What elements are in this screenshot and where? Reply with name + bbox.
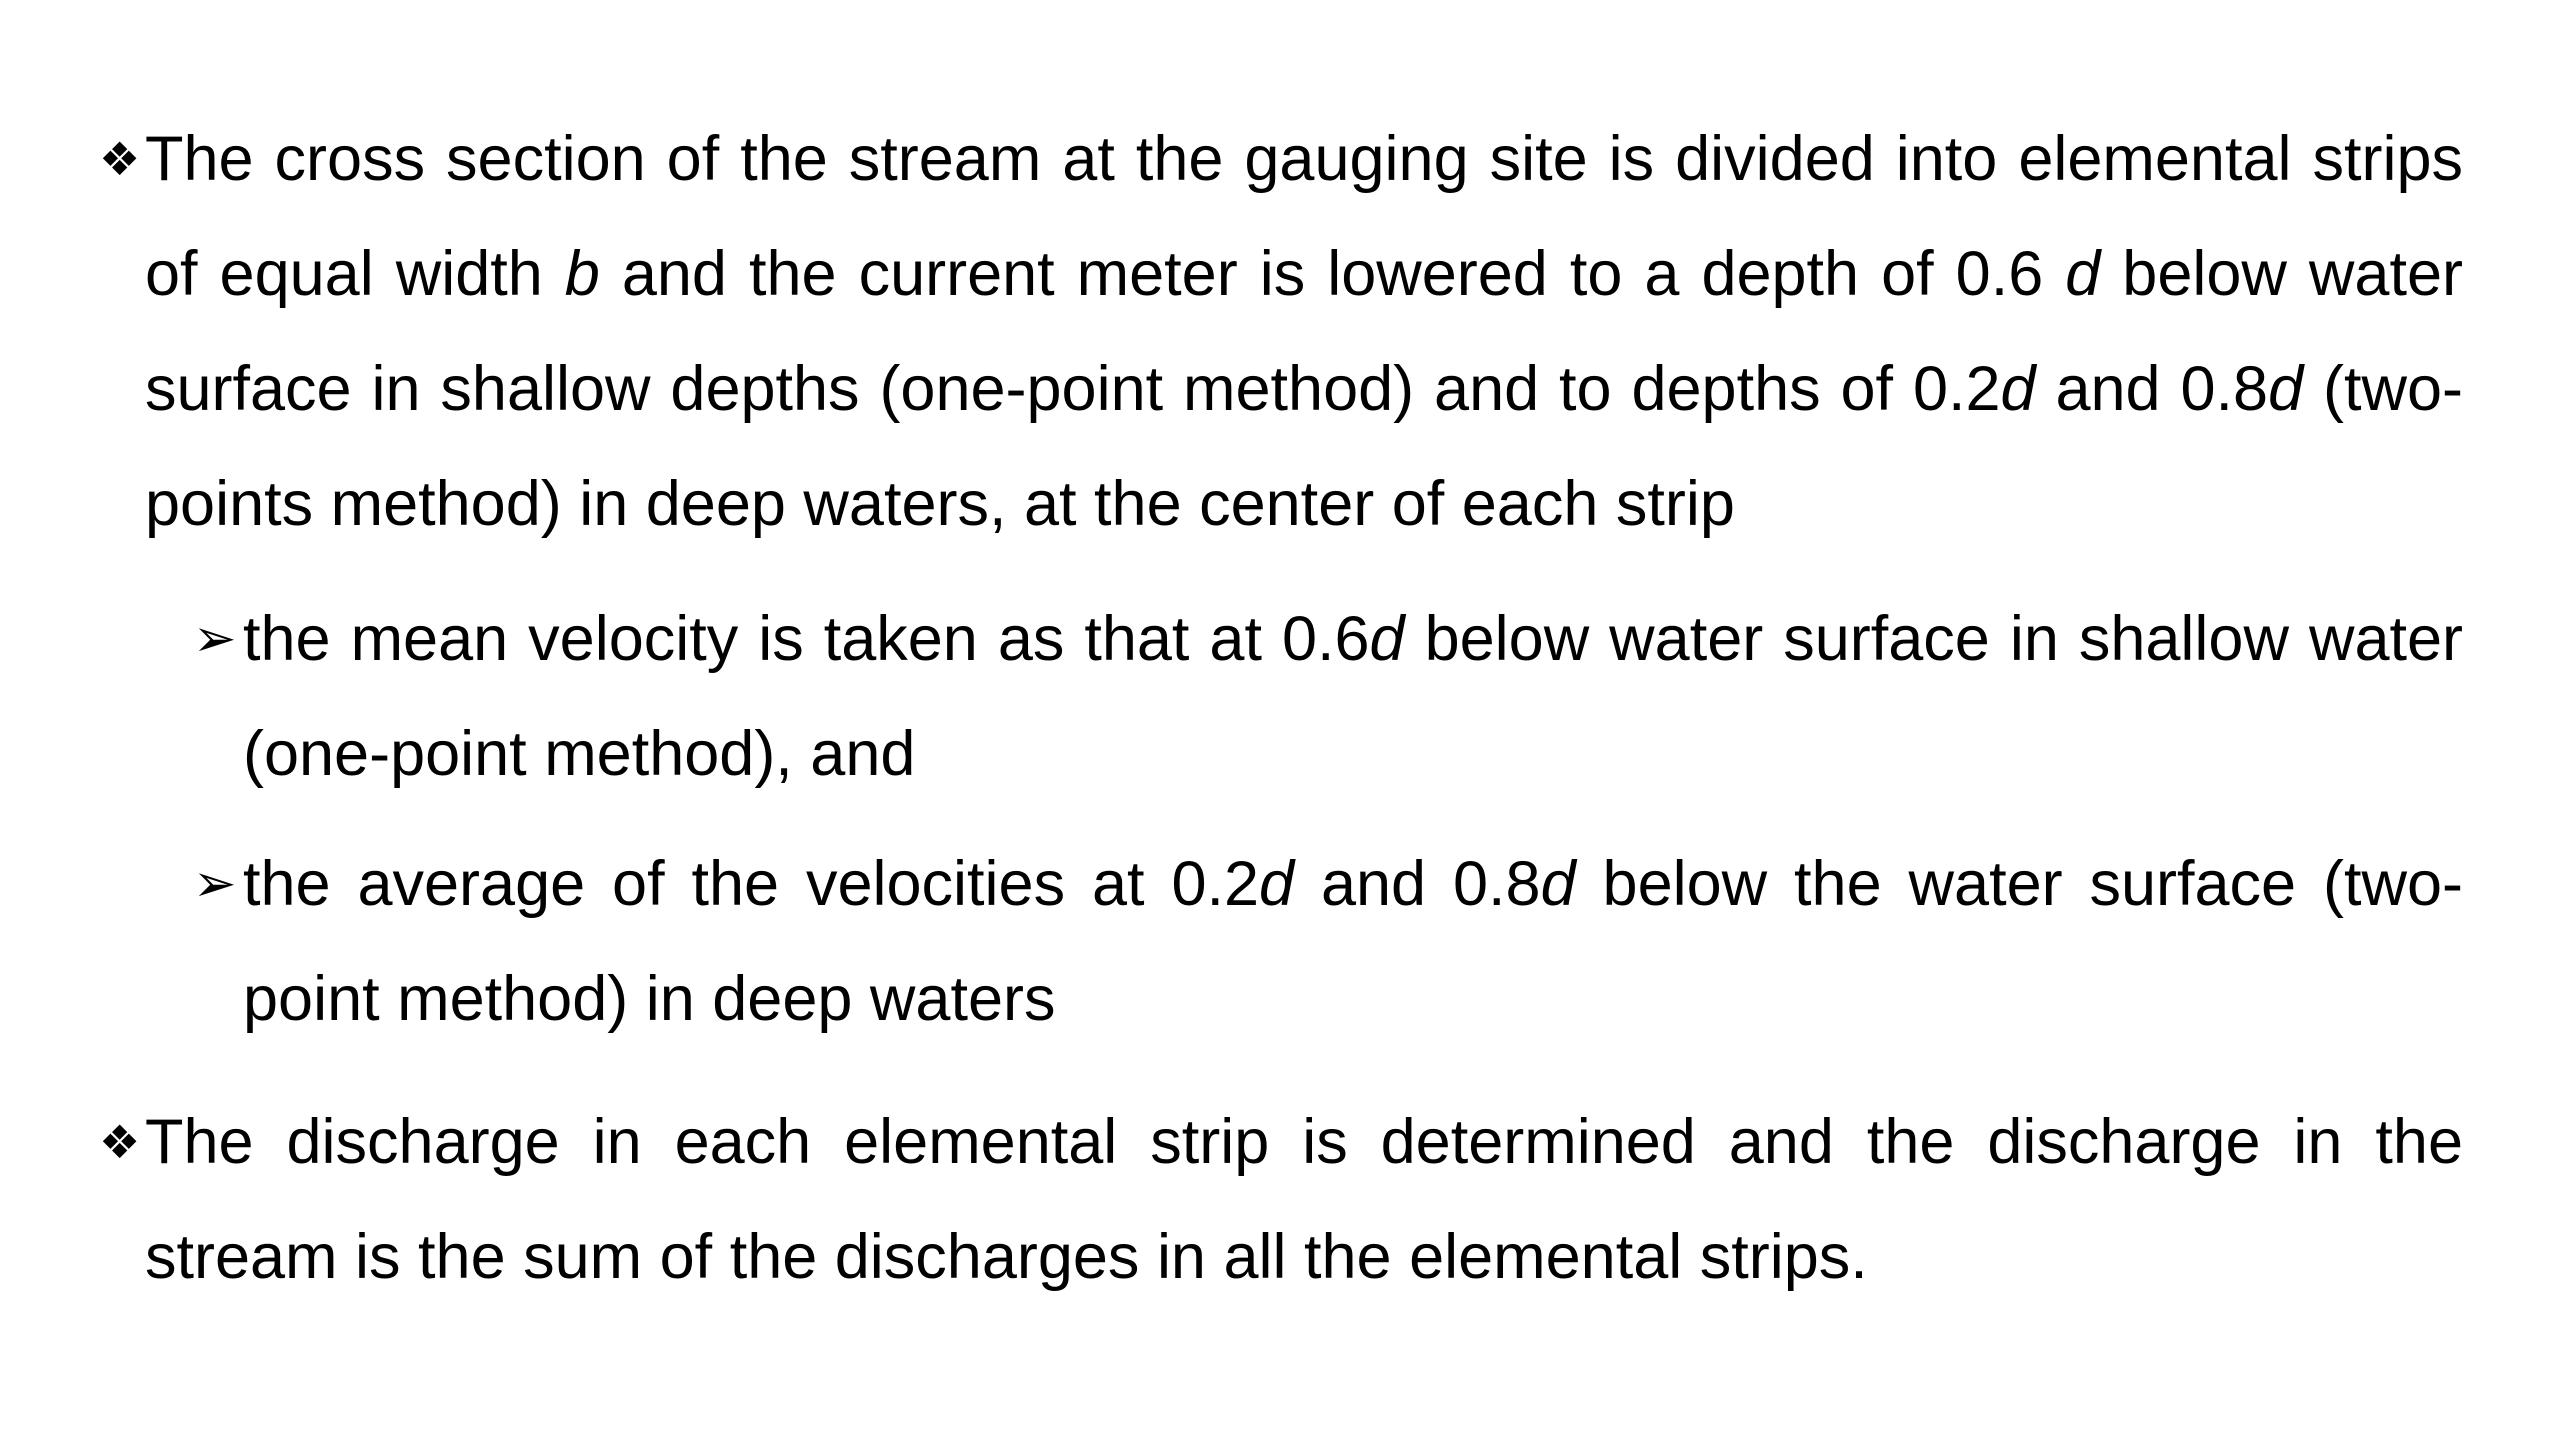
sub-bullet-1 xyxy=(193,582,2464,812)
arrow-bullet-icon: ➢ xyxy=(193,855,237,913)
sub-bullet-2 xyxy=(193,827,2463,1057)
diamond-bullet-icon: ❖ xyxy=(99,133,141,185)
sub-bullet-1-text: the mean velocity is taken as that at 0.6d below water surface in shallow water (one-point method), and xyxy=(243,604,2464,789)
bullet-2-text: The discharge in each elemental strip is determined and the discharge in the stream is the sum of the discharges in all the elemental strips. xyxy=(145,1107,2463,1292)
bullet-2 xyxy=(99,1085,2463,1315)
bullet-1 xyxy=(99,102,2463,562)
sub-bullet-2-text: the average of the velocities at 0.2d and 0.8d below the water surface (two-point method) in deep waters xyxy=(243,849,2463,1034)
bullet-1-text: The cross section of the stream at the gauging site is divided into elemental strips of equal width b and the current meter is lowered to a depth of 0.6 d below water surface in shallow depths (one-point method) and to depths of 0.2d and 0.8d (two-points method) in deep waters, at the center of each strip xyxy=(145,124,2463,539)
diamond-bullet-icon: ❖ xyxy=(99,1116,141,1168)
arrow-bullet-icon: ➢ xyxy=(193,610,237,668)
